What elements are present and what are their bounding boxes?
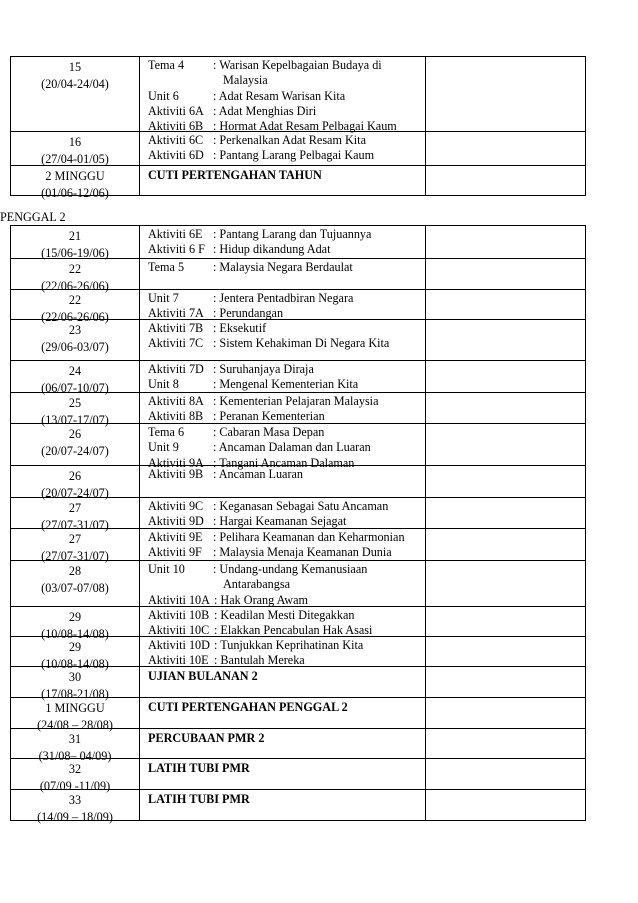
topic-text: : Bantulah Mereka [214,653,305,668]
topic-text: : Mengenal Kementerian Kita [213,377,359,392]
notes-cell [426,790,585,820]
week-cell [11,132,140,165]
topic-continuation: Antarabangsa [223,577,291,592]
week-cell [11,790,140,824]
topic-text: : Sistem Kehakiman Di Negara Kita [213,336,390,351]
notes-cell [426,424,585,465]
topic-label: Unit 6 [148,88,179,103]
week-cell [11,361,140,395]
week-cell [11,607,140,641]
week-number: 26 [68,427,82,441]
week-number: 15 [68,60,82,74]
topic-cell [140,498,426,528]
table-row [10,393,586,427]
topic-text: : Hak Orang Awam [214,592,308,607]
topic-cell [140,759,426,789]
notes-cell [426,637,585,666]
table-row [10,320,586,361]
table-row [10,132,586,166]
notes-cell [426,759,585,789]
week-cell [11,698,140,732]
notes-cell [426,729,585,758]
topic-label: Unit 7 [148,291,179,305]
week-number: 21 [68,229,82,243]
week-number: 32 [68,762,82,776]
topic-label: Aktiviti 7A [148,306,204,321]
week-cell [11,166,140,200]
event-title: CUTI PERTENGAHAN PENGGAL 2 [148,700,348,714]
topic-label: Tema 4 [148,58,185,72]
topic-cell [140,561,426,606]
topic-line [148,530,425,545]
notes-cell [426,259,585,289]
topic-line [148,425,425,440]
week-dates: (20/04-24/04) [41,76,109,91]
week-dates: (31/08– 04/09) [38,748,112,763]
topic-text: : Elakkan Pencabulan Hak Asasi [214,623,373,638]
topic-text: : Hidup dikandung Adat [213,242,331,257]
week-dates: (14/09 – 18/09) [37,809,113,824]
week-dates: (10/08-14/08) [41,626,109,641]
table-row [10,466,586,498]
topic-text: : Jentera Pentadbiran Negara [213,291,354,305]
week-number: 27 [68,532,82,546]
week-dates: (27/07-31/07) [41,548,109,563]
week-cell [11,637,140,671]
event-title: LATIH TUBI PMR [148,792,250,806]
topic-label: Aktiviti 9E [148,530,203,544]
topic-line [148,291,425,306]
topic-label: Unit 10 [148,562,185,576]
topic-line [148,260,425,275]
topic-cell [140,57,426,134]
topic-text: : Keganasan Sebagai Satu Ancaman [213,499,389,513]
event-title: UJIAN BULANAN 2 [148,669,258,683]
topic-line [148,638,425,653]
table-row [10,637,586,671]
table-row [10,361,586,393]
notes-cell [426,166,585,195]
topic-line [148,377,425,392]
notes-cell [426,498,585,528]
week-cell [11,290,140,324]
table-row [10,667,586,701]
topic-text: : Cabaran Masa Depan [213,425,325,439]
topic-label: Aktiviti 10C [148,623,210,638]
table-row [10,424,586,470]
week-dates: (06/07-10/07) [41,380,109,395]
topic-text: : Tunjukkan Keprihatinan Kita [214,638,364,652]
week-number: 29 [68,610,82,624]
topic-cell [140,698,426,728]
topic-label: Aktiviti 6C [148,133,204,147]
table-row [10,225,586,259]
event-title: PERCUBAAN PMR 2 [148,731,265,745]
week-dates: (29/06-03/07) [41,339,109,354]
topic-cell [140,393,426,423]
topic-text: : Ancaman Luaran [213,467,304,481]
topic-text: : Keadilan Mesti Ditegakkan [214,608,355,622]
topic-line [148,608,425,623]
notes-cell [426,667,585,697]
table-row [10,56,586,132]
topic-label: Aktiviti 9C [148,499,204,513]
topic-label: Aktiviti 10D [148,638,210,652]
topic-text: : Tangani Ancaman Dalaman [213,455,355,470]
topic-line [148,227,425,242]
week-number: 1 MINGGU [45,701,105,715]
week-number: 22 [68,293,82,307]
week-number: 27 [68,501,82,515]
topic-cell [140,790,426,820]
week-cell [11,320,140,360]
week-cell [11,226,140,258]
topic-line [148,545,425,560]
topic-line [148,409,425,424]
notes-cell [426,698,585,728]
topic-line [148,321,425,336]
week-dates: (22/06-26/06) [41,309,109,324]
notes-cell [426,393,585,423]
topic-cell [140,667,426,697]
week-number: 23 [68,323,82,337]
notes-cell [426,290,585,319]
topic-label: Unit 9 [148,440,179,455]
topic-cell [140,361,426,392]
topic-line [148,440,425,455]
notes-cell [426,529,585,560]
topic-cell [140,259,426,289]
topic-label: Aktiviti 8A [148,394,204,408]
topic-cell [140,607,426,636]
week-dates: (27/04-01/05) [41,151,109,166]
topic-label: Aktiviti 7D [148,362,204,376]
week-dates: (20/07-24/07) [41,485,109,500]
notes-cell [426,132,585,165]
topic-label: Aktiviti 7C [148,336,204,351]
topic-label: Aktiviti 9F [148,545,202,560]
topic-label: Aktiviti 6B [148,119,204,134]
topic-line [148,89,425,104]
topic-cell [140,466,426,497]
week-number: 30 [68,670,82,684]
event-title: LATIH TUBI PMR [148,761,250,775]
week-cell [11,259,140,293]
week-dates: (01/06-12/06) [41,185,109,200]
week-number: 22 [68,262,82,276]
table-row [10,529,586,561]
week-number: 33 [68,793,82,807]
table-row [10,729,586,763]
topic-label: Tema 6 [148,425,185,439]
topic-text: : Undang-undang Kemanusiaan [213,562,368,576]
week-number: 31 [68,732,82,746]
week-cell [11,466,140,500]
week-cell [11,729,140,763]
notes-cell [426,226,585,258]
topic-cell [140,290,426,319]
week-number: 24 [68,364,82,378]
table-row [10,790,586,824]
week-number: 16 [68,135,82,149]
table-row [10,759,586,793]
topic-line [148,514,425,529]
event-title: CUTI PERTENGAHAN TAHUN [148,168,322,182]
topic-label: Aktiviti 6A [148,103,204,118]
week-dates: (22/06-26/06) [41,278,109,293]
table-row [10,259,586,293]
topic-text: : Ancaman Dalaman dan Luaran [213,440,371,455]
table-row [10,698,586,732]
week-cell [11,57,140,131]
week-number: 25 [68,396,82,410]
term-heading: PENGGAL 2 [0,210,66,224]
topic-cell [140,424,426,470]
week-dates: (13/07-17/07) [41,412,109,427]
week-cell [11,561,140,606]
topic-text: : Adat Resam Warisan Kita [213,88,346,103]
topic-label: Aktiviti 9B [148,467,204,481]
week-cell [11,393,140,427]
topic-text: : Warisan Kepelbagaian Budaya di [213,58,382,72]
notes-cell [426,57,585,131]
topic-label: Aktiviti 9D [148,514,204,529]
table-row [10,166,586,200]
notes-cell [426,320,585,360]
topic-line [148,562,425,577]
notes-cell [426,561,585,606]
notes-cell [426,466,585,497]
topic-text: : Adat Menghias Diri [213,103,317,118]
week-cell [11,529,140,563]
week-cell [11,759,140,793]
topic-cell [140,166,426,195]
week-dates: (27/07-31/07) [41,517,109,532]
topic-cell [140,320,426,360]
topic-label: Unit 8 [148,377,179,392]
week-number: 29 [68,640,82,654]
week-number: 2 MINGGU [45,169,105,183]
table-row [10,607,586,641]
topic-text: : Malaysia Negara Berdaulat [213,260,353,274]
topic-text: : Pelihara Keamanan dan Keharmonian [213,530,405,544]
week-dates: (15/06-19/06) [41,245,109,260]
topic-line [148,593,425,608]
topic-label: Aktiviti 9A [148,455,204,470]
week-cell [11,424,140,465]
week-dates: (24/08 – 28/08) [37,717,113,732]
topic-cell [140,132,426,165]
topic-label: Aktiviti 7B [148,321,204,335]
topic-line [148,242,425,257]
topic-label: Aktiviti 10A [148,592,210,607]
topic-line [148,394,425,409]
notes-cell [426,607,585,636]
week-dates: (20/07-24/07) [41,443,109,458]
week-cell [11,667,140,701]
topic-text: : Perundangan [213,306,284,321]
topic-text: : Pantang Larang Pelbagai Kaum [213,148,375,163]
week-dates: (07/09 -11/09) [39,778,111,793]
topic-continuation: Malaysia [223,73,268,88]
topic-label: Aktiviti 6 F [148,242,205,257]
week-number: 28 [68,564,82,578]
topic-line [148,104,425,119]
week-dates: (17/08-21/08) [41,686,109,701]
table-row [10,498,586,532]
week-cell [11,498,140,532]
topic-cell [140,729,426,758]
table-row [10,561,586,607]
topic-cell [140,637,426,666]
topic-label: Aktiviti 10E [148,653,209,668]
topic-line [148,336,425,351]
topic-line [148,467,425,482]
topic-cell [140,529,426,560]
topic-text: : Hormat Adat Resam Pelbagai Kaum [213,119,397,134]
topic-text: : Eksekutif [213,321,267,335]
topic-label: Aktiviti 6E [148,227,203,241]
topic-line [148,133,425,148]
topic-text: : Pantang Larang dan Tujuannya [213,227,372,241]
topic-text: : Hargai Keamanan Sejagat [213,514,347,529]
topic-line [148,58,425,73]
notes-cell [426,361,585,392]
topic-line [148,362,425,377]
topic-text: : Malaysia Menaja Keamanan Dunia [213,545,392,560]
topic-label: Tema 5 [148,260,185,274]
week-dates: (10/08-14/08) [41,656,109,671]
topic-line [148,148,425,163]
topic-label: Aktiviti 6D [148,148,204,163]
topic-line [148,499,425,514]
topic-label: Aktiviti 8B [148,409,204,424]
topic-text: : Perkenalkan Adat Resam Kita [213,133,366,147]
topic-text: : Peranan Kementerian [213,409,325,424]
topic-text: : Suruhanjaya Diraja [213,362,314,376]
topic-text: : Kementerian Pelajaran Malaysia [213,394,379,408]
table-row [10,290,586,324]
week-dates: (03/07-07/08) [41,580,109,595]
topic-cell [140,226,426,258]
week-number: 26 [68,469,82,483]
topic-label: Aktiviti 10B [148,608,210,622]
